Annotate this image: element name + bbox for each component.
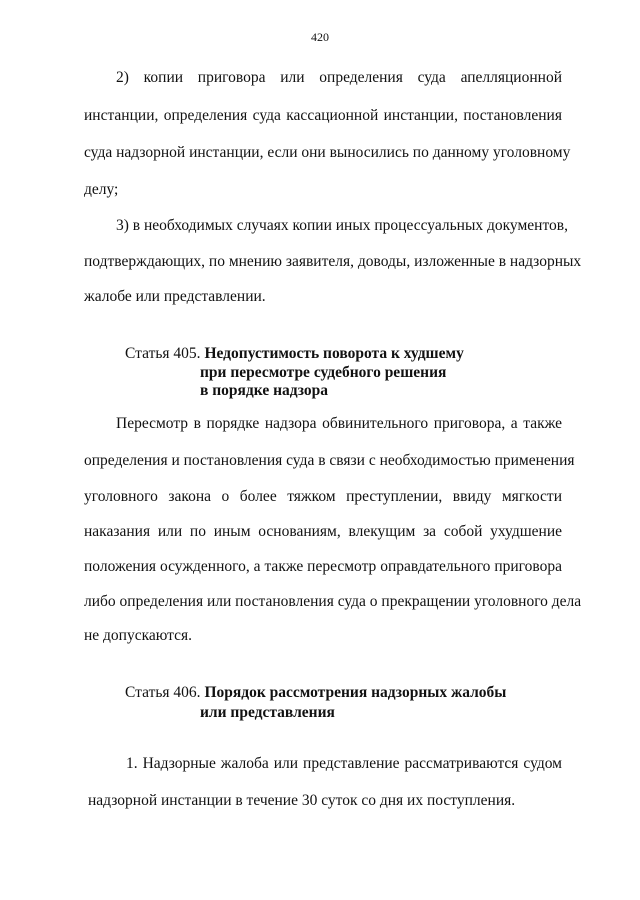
article-406-title-line: Порядок рассмотрения надзорных жалобы <box>204 684 507 701</box>
paragraph-line: делу; <box>84 181 119 198</box>
paragraph-line: инстанции, определения суда кассационной инстанции, постановления <box>84 107 562 124</box>
paragraph-line: надзорной инстанции в течение 30 суток со дня их поступления. <box>88 792 516 809</box>
article-406-prefix: Статья 406. <box>125 684 201 701</box>
article-405-heading <box>125 344 464 363</box>
paragraph-line: суда надзорной инстанции, если они выносились по данному уголовному <box>84 144 571 161</box>
paragraph-line: не допускаются. <box>84 627 193 644</box>
paragraph-line: уголовного закона о более тяжком преступлении, ввиду мягкости <box>84 488 562 505</box>
article-406-title-line: или представления <box>200 704 335 721</box>
article-406-heading <box>125 683 506 702</box>
article-405-heading-cont <box>200 381 328 400</box>
paragraph-line: положения осужденного, а также пересмотр оправдательного приговора <box>84 558 562 575</box>
article-405-title-line: в порядке надзора <box>200 382 329 399</box>
paragraph-line: подтверждающих, по мнению заявителя, доводы, изложенные в надзорных <box>84 253 582 270</box>
article-405-title-line: Недопустимость поворота к худшему <box>204 345 464 362</box>
paragraph-line: либо определения или постановления суда о прекращении уголовного дела <box>84 593 582 610</box>
article-406-heading-cont <box>200 703 335 722</box>
paragraph-line: 3) в необходимых случаях копии иных процессуальных документов, <box>116 217 568 234</box>
paragraph-line: Пересмотр в порядке надзора обвинительного приговора, а также <box>116 415 562 432</box>
article-405-heading-cont <box>200 363 446 382</box>
paragraph-line: наказания или по иным основаниям, влекущим за собой ухудшение <box>84 523 562 540</box>
paragraph-line: 1. Надзорные жалоба или представление рассматриваются судом <box>126 755 562 772</box>
paragraph-line: жалобе или представлении. <box>84 288 266 305</box>
article-405-title-line: при пересмотре судебного решения <box>200 364 447 381</box>
page-number: 420 <box>311 30 329 44</box>
paragraph-line: 2) копии приговора или определения суда апелляционной <box>116 69 562 86</box>
paragraph-line: определения и постановления суда в связи с необходимостью применения <box>84 452 575 469</box>
article-405-prefix: Статья 405. <box>125 345 201 362</box>
